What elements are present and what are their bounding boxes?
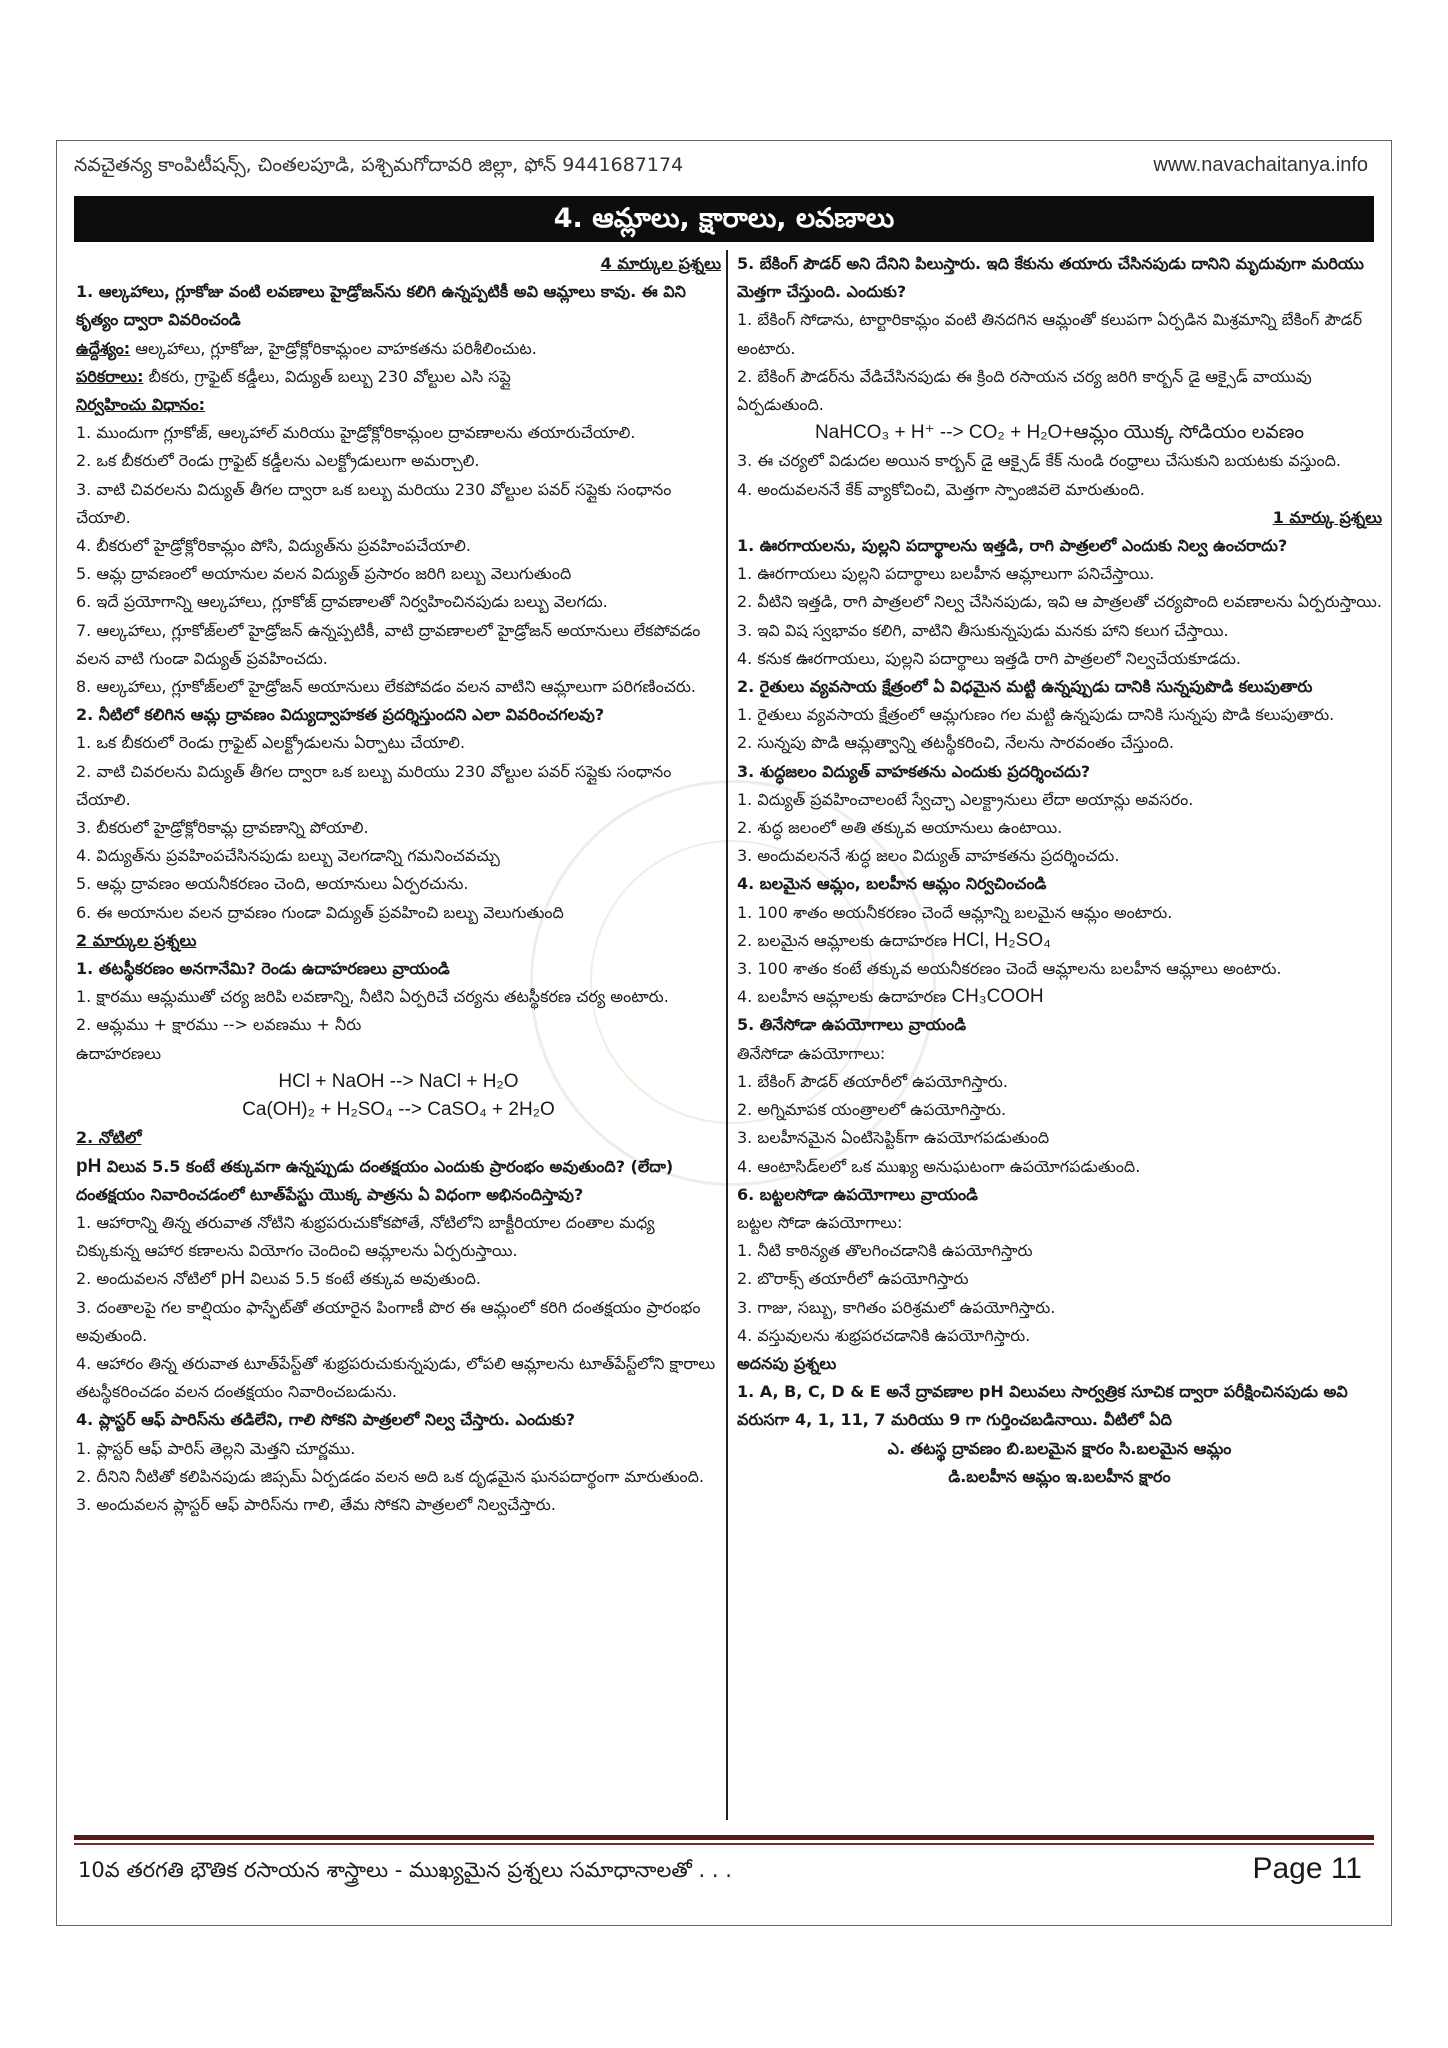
tooth-answer-3: 3. దంతాలపై గల కాల్షియం ఫాస్ఫేట్‌తో తయారైన పింగాణీ పొర ఈ ఆమ్లంలో కరిగి దంతక్షయం ప్రారంభం అవుతుంది.: [76, 1297, 701, 1345]
q1-step: 2. ఒక బీకరులో రెండు గ్రాఫైట్ కడ్డీలను ఎలక్ట్రోడులుగా అమర్చాలి.: [76, 451, 480, 471]
footer-text: 10వ తరగతి భౌతిక రసాయన శాస్త్రాలు - ముఖ్యమైన ప్రశ్నలు సమాధానాలతో . . .: [78, 1858, 732, 1882]
tooth-answer-2: [76, 1265, 721, 1293]
equation-2: Ca(OH)₂ + H₂SO₄ --> CaSO₄ + 2H₂O: [242, 1099, 555, 1121]
left-column: [76, 250, 721, 1519]
right-column: [737, 250, 1382, 1491]
aim-label: ఉద్దేశ్యం:: [76, 338, 131, 358]
header-org: నవచైతన్య కాంపిటీషన్స్, చింతలపూడి, పశ్చిమగోదావరి జిల్లా, ఫోన్ 9441687174: [74, 154, 684, 176]
q1-step: 8. ఆల్కహాలు, గ్లూకోజ్‌లలో హైడ్రోజన్ అయానులు లేకపోవడం వలన వాటిని ఆమ్లాలుగా పరిగణించరు.: [76, 677, 696, 697]
baking-answer-3: 3. ఈ చర్యలో విడుదల అయిన కార్బన్ డై ఆక్సైడ్ కేక్ నుండి రంధ్రాలు చేసుకుని బయటకు వస్తుంది.: [737, 451, 1341, 471]
aim: [76, 335, 721, 363]
washing-soda-intro: బట్టల సోడా ఉపయోగాలు:: [737, 1212, 903, 1232]
ph-symbol: pH: [76, 1155, 102, 1177]
materials: [76, 363, 721, 391]
materials-label: పరికరాలు:: [76, 366, 144, 386]
tooth-answer-2-post: విలువ 5.5 కంటే తక్కువ అవుతుంది.: [245, 1269, 481, 1289]
acid-answer-3: 3. 100 శాతం కంటే తక్కువ అయనీకరణం చెందే ఆమ్లాలను బలహీన ఆమ్లాలు అంటారు.: [737, 959, 1282, 979]
q1-step: 5. ఆమ్ల ద్రావణంలో అయానుల వలన విద్యుత్ ప్రసారం జరిగి బల్బు వెలుగుతుంది: [76, 564, 572, 584]
pickles-answer: 1. ఊరగాయలు పుల్లని పదార్థాలు బలహీన ఆమ్లాలుగా పనిచేస్తాయి.: [737, 564, 1155, 584]
lime-answer: 1. రైతులు వ్యవసాయ క్షేత్రంలో ఆమ్లగుణం గల మట్టి ఉన్నపుడు దానికి సున్నపు పొడి కలుపుతారు.: [737, 705, 1335, 725]
weak-acid-formula: CH₃COOH: [951, 986, 1044, 1008]
q1-step: 4. బీకరులో హైడ్రోక్లోరికామ్లం పోసి, విద్యుత్‌ను ప్రవహింపచేయాలి.: [76, 536, 471, 556]
pickles-answer: 4. కనుక ఊరగాయలు, పుల్లని పదార్థాలు ఇత్తడి రాగి పాత్రలలో నిల్వచేయకూడదు.: [737, 648, 1241, 668]
question-tooth-decay: [76, 1153, 721, 1209]
extra-options-2: డి.బలహీన ఆమ్లం ఇ.బలహీన క్షారం: [948, 1466, 1171, 1486]
tooth-answer-1: 1. ఆహారాన్ని తిన్న తరువాత నోటిని శుభ్రపరుచుకోకపోతే, నోటిలోని బాక్టీరియాల దంతాల మధ్య చిక్కుకున్న ఆహార కణాలను వియోగం చెందించి ఆమ్లాలను ఏర్పరుస్తాయి.: [76, 1212, 655, 1261]
examples-label: ఉదాహరణలు: [76, 1043, 162, 1063]
washing-soda-use: 4. వస్తువులను శుభ్రపరచడానికి ఉపయోగిస్తారు.: [737, 1325, 1031, 1345]
extra-options-1: ఎ. తటస్థ ద్రావణం బి.బలమైన క్షారం సి.బలమైన ఆమ్లం: [887, 1438, 1232, 1458]
acid-answer-4: [737, 983, 1382, 1011]
question-pickles: 1. ఊరగాయలను, పుల్లని పదార్థాలను ఇత్తడి, రాగి పాత్రలలో ఎందుకు నిల్వ ఉంచరాదు?: [737, 536, 1288, 556]
baking-answer-1: 1. బేకింగ్ సోడాను, టార్టారికామ్లం వంటి తినదగిన ఆమ్లంతో కలుపగా ఏర్పడిన మిశ్రమాన్ని బేకింగ్ పౌడర్ అంటారు.: [737, 310, 1363, 358]
q2-step: 4. విద్యుత్‌ను ప్రవహింపచేసినపుడు బల్బు వెలగడాన్ని గమనించవచ్చు: [76, 846, 500, 866]
baking-equation: NaHCO₃ + H⁺ --> CO₂ + H₂O+ఆమ్లం యొక్క సోడియం లవణం: [814, 422, 1305, 444]
footer-rule: [74, 1835, 1374, 1840]
acid-answer-2: [737, 927, 1382, 955]
section-4-marks: 4 మార్కుల ప్రశ్నలు: [600, 254, 721, 273]
extra-question-ph: 1. A, B, C, D & E అనే ద్రావణాల pH విలువలు సార్వత్రిక సూచిక ద్వారా పరీక్షించినపుడు అవి వరుసగా 4, 1, 11, 7 మరియు 9 గా గుర్తించబడినాయి. వీటిలో ఏది: [737, 1382, 1348, 1430]
acid-answer-1: 1. 100 శాతం అయనీకరణం చెందే ఆమ్లాన్ని బలమైన ఆమ్లం అంటారు.: [737, 902, 1173, 922]
q1-step: 1. ముందుగా గ్లూకోజ్, ఆల్కహాల్ మరియు హైడ్రోక్లోరికామ్లంల ద్రావణాలను తయారుచేయాలి.: [76, 423, 636, 443]
neutralization-answer-1: 1. క్షారము ఆమ్లముతో చర్య జరిపి లవణాన్ని, నీటిని ఏర్పరిచే చర్యను తటస్థీకరణ చర్య అంటారు.: [76, 987, 669, 1007]
section-2-marks: 2 మార్కుల ప్రశ్నలు: [76, 930, 197, 950]
baking-answer-4: 4. అందువలననే కేక్ వ్యాకోచించి, మెత్తగా స్పాంజివలె మారుతుంది.: [737, 479, 1145, 499]
baking-soda-use: 1. బేకింగ్ పౌడర్ తయారీలో ఉపయోగిస్తారు.: [737, 1071, 1008, 1091]
question-strong-weak-acid: 4. బలమైన ఆమ్లం, బలహీన ఆమ్లం నిర్వచించండి: [737, 874, 1047, 894]
aim-text: ఆల్కహాలు, గ్లూకోజు, హైడ్రోక్లోరికామ్లంల వాహకతను పరిశీలించుట.: [130, 338, 537, 358]
q2-step: 3. బీకరులో హైడ్రోక్లోరికామ్ల ద్రావణాన్ని పోయాలి.: [76, 818, 369, 838]
tooth-answer-4: 4. ఆహారం తిన్న తరువాత టూత్‌పేస్ట్‌తో శుభ్రపరుచుకున్నపుడు, లోపలి ఆమ్లాలను టూత్‌పేస్ట్‌లోని క్షారాలు తటస్థీకరించడం వలన దంతక్షయం నివారించబడును.: [76, 1353, 716, 1402]
acid-answer-4-pre: 4. బలహీన ఆమ్లాలకు ఉదాహరణ: [737, 987, 952, 1007]
question-lime: 2. రైతులు వ్యవసాయ క్షేత్రంలో ఏ విధమైన మట్టి ఉన్నప్పుడు దానికి సున్నపుపొడి కలుపుతారు: [737, 677, 1313, 697]
header-url[interactable]: www.navachaitanya.info: [1153, 154, 1368, 176]
baking-soda-use: 3. బలహీనమైన ఏంటిసెప్టిక్‌గా ఉపయోగపడుతుంది: [737, 1128, 1050, 1148]
pickles-answer: 2. వీటిని ఇత్తడి, రాగి పాత్రలలో నిల్వ చేసినపుడు, ఇవి ఆ పాత్రలతో చర్యపొంది లవణాలను ఏర్పరుస్తాయి.: [737, 592, 1382, 612]
pickles-answer: 3. ఇవి విష స్వభావం కలిగి, వాటిని తీసుకున్నపుడు మనకు హాని కలుగ చేస్తాయి.: [737, 620, 1229, 640]
question-tooth-decay-text: విలువ 5.5 కంటే తక్కువగా ఉన్నప్పుడు దంతక్షయం ఎందుకు ప్రారంభం అవుతుంది? (లేదా) దంతక్షయం నివారించడంలో టూత్‌పేస్టు యొక్క పాత్రను ఏ విధంగా అభినందిస్తావు?: [76, 1156, 674, 1204]
pure-water-answer: 1. విద్యుత్ ప్రవహించాలంటే స్వేచ్ఛా ఎలక్ట్రానులు లేదా అయాన్లు అవసరం.: [737, 789, 1194, 809]
plaster-answer-1: 1. ప్లాస్టర్ ఆఫ్ పారిస్ తెల్లని మెత్తని చూర్ణము.: [76, 1438, 356, 1458]
q2-step: 6. ఈ అయానుల వలన ద్రావణం గుండా విద్యుత్ ప్రవహించి బల్బు వెలుగుతుంది: [76, 902, 564, 922]
lime-answer: 2. సున్నపు పొడి ఆమ్లత్వాన్ని తటస్థీకరించి, నేలను సారవంతం చేస్తుంది.: [737, 733, 1175, 753]
question-washing-soda: 6. బట్టలసోడా ఉపయోగాలు వ్రాయండి: [737, 1184, 978, 1204]
equation-1: HCl + NaOH --> NaCl + H₂O: [278, 1070, 519, 1092]
pure-water-answer: 3. అందువలననే శుద్ధ జలం విద్యుత్ వాహకతను ప్రదర్శించదు.: [737, 846, 1120, 866]
baking-soda-use: 2. అగ్నిమాపక యంత్రాలలో ఉపయోగిస్తారు.: [737, 1100, 1007, 1120]
procedure-label: నిర్వహించు విధానం:: [76, 395, 206, 415]
washing-soda-use: 3. గాజు, సబ్బు, కాగితం పరిశ్రమలో ఉపయోగిస్తారు.: [737, 1297, 1056, 1317]
column-divider: [726, 250, 728, 1820]
question-1: 1. ఆల్కహాలు, గ్లూకోజు వంటి లవణాలు హైడ్రోజన్‌ను కలిగి ఉన్నప్పటికీ అవి ఆమ్లాలు కావు. ఈ విని కృత్యం ద్వారా వివరించండి: [76, 282, 686, 330]
q2-step: 5. ఆమ్ల ద్రావణం అయనీకరణం చెంది, అయానులు ఏర్పరచును.: [76, 874, 469, 894]
q2-step: 2. వాటి చివరలను విద్యుత్ తీగల ద్వారా ఒక బల్బు మరియు 230 వోల్టుల పవర్ సప్లైకు సంధానం చేయాలి.: [76, 761, 672, 809]
q1-step: 6. ఇదే ప్రయోగాన్ని ఆల్కహాలు, గ్లూకోజ్ ద్రావణాలతో నిర్వహించినపుడు బల్బు వెలగదు.: [76, 592, 608, 612]
section-1-mark: 1 మార్కు ప్రశ్నలు: [1272, 507, 1382, 527]
ph-symbol: pH: [220, 1268, 246, 1290]
extra-questions-label: అదనపు ప్రశ్నలు: [737, 1353, 837, 1373]
question-tooth-decay-head: 2. నోటిలో: [76, 1128, 142, 1148]
baking-answer-2: 2. బేకింగ్ పౌడర్‌ను వేడిచేసినపుడు ఈ క్రింది రసాయన చర్య జరిగి కార్బన్ డై ఆక్సైడ్ వాయువు ఏర్పడుతుంది.: [737, 366, 1312, 415]
q1-step: 7. ఆల్కహాలు, గ్లూకోజ్‌లలో హైడ్రోజన్ ఉన్నప్పటికీ, వాటి ద్రావణాలలో హైడ్రోజన్ అయానులు లేకపోవడం వలన వాటి గుండా విద్యుత్ ప్రవహించదు.: [76, 620, 701, 668]
washing-soda-use: 1. నీటి కాఠిన్యత తొలగించడానికి ఉపయోగిస్తారు: [737, 1241, 1033, 1261]
baking-soda-intro: తినేసోడా ఉపయోగాలు:: [737, 1043, 886, 1063]
neutralization-answer-2: 2. ఆమ్లము + క్షారము --> లవణము + నీరు: [76, 1015, 362, 1035]
q2-step: 1. ఒక బీకరులో రెండు గ్రాఫైట్ ఎలక్ట్రోడులను ఏర్పాటు చేయాలి.: [76, 733, 466, 753]
question-2: 2. నీటిలో కలిగిన ఆమ్ల ద్రావణం విద్యుద్వాహకత ప్రదర్శిస్తుందని ఎలా వివరించగలవు?: [76, 705, 605, 725]
materials-text: బీకరు, గ్రాఫైట్ కడ్డీలు, విద్యుత్ బల్బు 230 వోల్టుల ఎసి సప్లై: [143, 366, 511, 386]
strong-acid-formula: HCl, H₂SO₄: [952, 929, 1051, 951]
question-neutralization: 1. తటస్థీకరణం అనగానేమి? రెండు ఉదాహరణలు వ్రాయండి: [76, 959, 450, 979]
q1-step: 3. వాటి చివరలను విద్యుత్ తీగల ద్వారా ఒక బల్బు మరియు 230 వోల్టుల పవర్ సప్లైకు సంధానం చేయాలి.: [76, 479, 672, 527]
question-baking-powder: 5. బేకింగ్ పౌడర్ అని దేనిని పిలుస్తారు. ఇది కేకును తయారు చేసినపుడు దానిని మృదువుగా మరియు మెత్తగా చేస్తుంది. ఎందుకు?: [737, 254, 1364, 302]
plaster-answer-2: 2. దీనిని నీటితో కలిపినపుడు జిప్సమ్ ఏర్పడడం వలన అది ఒక దృఢమైన ఘనపదార్థంగా మారుతుంది.: [76, 1466, 705, 1486]
chapter-title: 4. ఆమ్లాలు, క్షారాలు, లవణాలు: [74, 196, 1374, 242]
question-plaster: 4. ప్లాస్టర్ ఆఫ్ పారిస్‌ను తడిలేని, గాలి సోకని పాత్రలలో నిల్వ చేస్తారు. ఎందుకు?: [76, 1410, 576, 1430]
footer-rule-thin: [74, 1843, 1374, 1845]
plaster-answer-3: 3. అందువలన ప్లాస్టర్ ఆఫ్ పారిస్‌ను గాలి, తేమ సోకని పాత్రలలో నిల్వచేస్తారు.: [76, 1494, 556, 1514]
pure-water-answer: 2. శుద్ధ జలంలో అతి తక్కువ అయానులు ఉంటాయి.: [737, 818, 1063, 838]
page-number: Page 11: [1252, 1852, 1362, 1885]
baking-soda-use: 4. ఆంటాసిడ్‌లలో ఒక ముఖ్య అనుఘటంగా ఉపయోగపడుతుంది.: [737, 1156, 1141, 1176]
question-pure-water: 3. శుద్ధజలం విద్యుత్ వాహకతను ఎందుకు ప్రదర్శించదు?: [737, 761, 1091, 781]
washing-soda-use: 2. బొరాక్స్ తయారీలో ఉపయోగిస్తారు: [737, 1269, 969, 1289]
tooth-answer-2-pre: 2. అందువలన నోటిలో: [76, 1269, 221, 1289]
question-baking-soda: 5. తినేసోడా ఉపయోగాలు వ్రాయండి: [737, 1015, 967, 1035]
acid-answer-2-pre: 2. బలమైన ఆమ్లాలకు ఉదాహరణ: [737, 930, 953, 950]
